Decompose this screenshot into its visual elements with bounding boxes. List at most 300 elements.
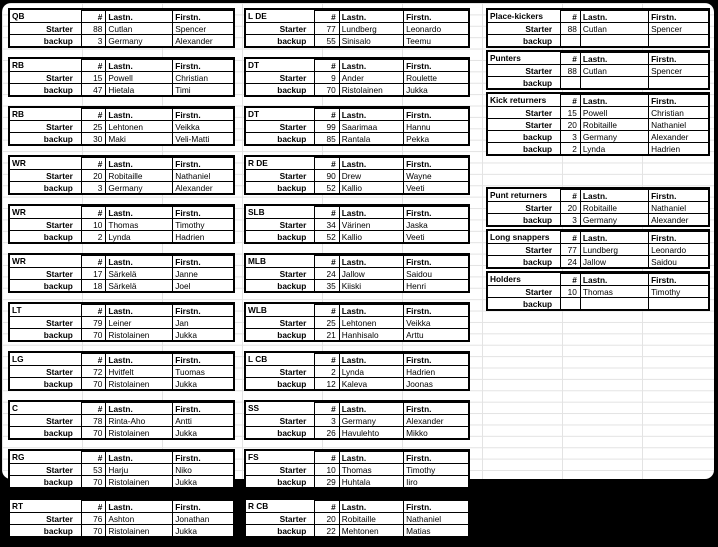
lastname-header[interactable]: Lastn. (339, 452, 403, 464)
number-header[interactable]: # (315, 501, 339, 513)
number-cell[interactable]: 78 (81, 415, 106, 427)
lastname-cell[interactable]: Rinta-Aho (106, 415, 173, 427)
firstname-cell[interactable]: Veikka (173, 121, 233, 133)
lastname-header[interactable]: Lastn. (339, 305, 403, 317)
number-cell[interactable]: 12 (315, 378, 339, 390)
lastname-cell[interactable]: Ashton (106, 513, 173, 525)
lastname-cell[interactable]: Thomas (339, 464, 403, 476)
lastname-cell[interactable]: Germany (106, 182, 173, 194)
role-cell[interactable]: backup (10, 378, 81, 390)
number-header[interactable]: # (315, 207, 339, 219)
lastname-cell[interactable]: Powell (106, 72, 173, 84)
number-cell[interactable]: 25 (81, 121, 106, 133)
lastname-header[interactable]: Lastn. (580, 232, 648, 244)
number-cell[interactable]: 79 (81, 317, 106, 329)
lastname-cell[interactable]: Särkelä (106, 268, 173, 280)
lastname-header[interactable]: Lastn. (580, 274, 648, 286)
lastname-header[interactable]: Lastn. (339, 60, 403, 72)
lastname-header[interactable]: Lastn. (580, 11, 648, 23)
firstname-cell[interactable]: Timothy (404, 464, 468, 476)
firstname-cell[interactable]: Matias (404, 525, 468, 537)
number-cell[interactable]: 25 (315, 317, 339, 329)
position-label[interactable]: MLB (248, 256, 266, 267)
number-cell[interactable]: 35 (315, 280, 339, 292)
role-cell[interactable]: Starter (246, 170, 315, 182)
firstname-cell[interactable]: Nathaniel (649, 202, 708, 214)
firstname-header[interactable]: Firstn. (404, 256, 468, 268)
lastname-cell[interactable]: Lundberg (339, 23, 403, 35)
firstname-cell[interactable] (649, 77, 708, 89)
number-cell[interactable]: 52 (315, 231, 339, 243)
position-label[interactable]: L DE (248, 11, 267, 22)
role-cell[interactable]: backup (488, 35, 561, 47)
position-label[interactable]: WR (12, 207, 26, 218)
lastname-cell[interactable]: Hvitfelt (106, 366, 173, 378)
role-cell[interactable]: Starter (488, 202, 561, 214)
position-label[interactable]: Place-kickers (490, 11, 544, 22)
number-cell[interactable]: 20 (315, 513, 339, 525)
firstname-cell[interactable]: Jukka (404, 84, 468, 96)
position-label[interactable]: C (12, 403, 18, 414)
firstname-cell[interactable]: Alexander (404, 415, 468, 427)
firstname-cell[interactable]: Veeti (404, 231, 468, 243)
number-header[interactable]: # (315, 256, 339, 268)
role-cell[interactable]: Starter (246, 23, 315, 35)
number-cell[interactable]: 72 (81, 366, 106, 378)
lastname-cell[interactable]: Thomas (580, 286, 648, 298)
number-cell[interactable]: 22 (315, 525, 339, 537)
lastname-cell[interactable]: Kallio (339, 231, 403, 243)
role-cell[interactable]: Starter (10, 366, 81, 378)
lastname-cell[interactable]: Ristolainen (106, 378, 173, 390)
position-label[interactable]: Holders (490, 274, 521, 285)
lastname-cell[interactable]: Germany (580, 214, 648, 226)
lastname-cell[interactable]: Ristolainen (106, 476, 173, 488)
number-header[interactable]: # (81, 305, 106, 317)
number-header[interactable]: # (81, 207, 106, 219)
lastname-cell[interactable]: Ristolainen (339, 84, 403, 96)
lastname-cell[interactable]: Cutlan (106, 23, 173, 35)
role-cell[interactable]: backup (246, 476, 315, 488)
lastname-header[interactable]: Lastn. (106, 403, 173, 415)
lastname-header[interactable]: Lastn. (339, 207, 403, 219)
number-cell[interactable]: 90 (315, 170, 339, 182)
role-cell[interactable]: Starter (488, 23, 561, 35)
number-header[interactable]: # (81, 354, 106, 366)
number-cell[interactable]: 2 (561, 143, 581, 155)
lastname-cell[interactable]: Lynda (106, 231, 173, 243)
firstname-header[interactable]: Firstn. (649, 11, 708, 23)
number-header[interactable]: # (315, 403, 339, 415)
firstname-cell[interactable]: Janne (173, 268, 233, 280)
firstname-cell[interactable]: Timi (173, 84, 233, 96)
number-cell[interactable]: 70 (81, 427, 106, 439)
lastname-header[interactable]: Lastn. (580, 95, 648, 107)
role-cell[interactable]: Starter (246, 366, 315, 378)
lastname-cell[interactable]: Rantala (339, 133, 403, 145)
firstname-cell[interactable]: Jaska (404, 219, 468, 231)
role-cell[interactable]: Starter (488, 107, 561, 119)
number-header[interactable]: # (561, 53, 581, 65)
firstname-cell[interactable]: Jonathan (173, 513, 233, 525)
role-cell[interactable]: Starter (246, 268, 315, 280)
firstname-header[interactable]: Firstn. (173, 501, 233, 513)
number-cell[interactable] (561, 298, 581, 310)
role-cell[interactable]: backup (10, 525, 81, 537)
role-cell[interactable]: Starter (488, 119, 561, 131)
position-label[interactable]: SS (248, 403, 260, 414)
firstname-cell[interactable]: Alexander (173, 35, 233, 47)
role-cell[interactable]: Starter (10, 121, 81, 133)
firstname-header[interactable]: Firstn. (173, 256, 233, 268)
role-cell[interactable]: Starter (10, 464, 81, 476)
firstname-header[interactable]: Firstn. (649, 232, 708, 244)
role-cell[interactable]: Starter (10, 170, 81, 182)
firstname-cell[interactable]: Hadrien (173, 231, 233, 243)
lastname-cell[interactable]: Robitaille (106, 170, 173, 182)
number-header[interactable]: # (315, 452, 339, 464)
number-cell[interactable]: 70 (81, 525, 106, 537)
number-cell[interactable]: 10 (81, 219, 106, 231)
role-cell[interactable]: backup (246, 231, 315, 243)
firstname-cell[interactable] (649, 35, 708, 47)
firstname-header[interactable]: Firstn. (404, 109, 468, 121)
number-header[interactable]: # (315, 60, 339, 72)
role-cell[interactable]: Starter (246, 464, 315, 476)
firstname-cell[interactable]: Wayne (404, 170, 468, 182)
role-cell[interactable]: Starter (246, 121, 315, 133)
role-cell[interactable]: Starter (246, 317, 315, 329)
firstname-header[interactable]: Firstn. (649, 190, 708, 202)
role-cell[interactable]: backup (488, 131, 561, 143)
role-cell[interactable]: backup (246, 280, 315, 292)
firstname-cell[interactable]: Leonardo (649, 244, 708, 256)
firstname-cell[interactable]: Saidou (649, 256, 708, 268)
firstname-header[interactable]: Firstn. (404, 501, 468, 513)
position-label[interactable]: Punt returners (490, 190, 548, 201)
firstname-cell[interactable]: Roulette (404, 72, 468, 84)
firstname-cell[interactable]: Iiro (404, 476, 468, 488)
number-header[interactable]: # (81, 158, 106, 170)
firstname-cell[interactable]: Jukka (173, 525, 233, 537)
position-label[interactable]: RG (12, 452, 25, 463)
firstname-cell[interactable]: Spencer (649, 65, 708, 77)
lastname-cell[interactable]: Germany (106, 35, 173, 47)
role-cell[interactable]: backup (10, 280, 81, 292)
number-cell[interactable]: 24 (561, 256, 581, 268)
lastname-cell[interactable]: Lehtonen (339, 317, 403, 329)
firstname-cell[interactable] (649, 298, 708, 310)
number-cell[interactable]: 24 (315, 268, 339, 280)
number-header[interactable]: # (81, 11, 106, 23)
firstname-header[interactable]: Firstn. (173, 305, 233, 317)
number-cell[interactable]: 85 (315, 133, 339, 145)
number-cell[interactable]: 88 (561, 65, 581, 77)
firstname-header[interactable]: Firstn. (173, 403, 233, 415)
number-header[interactable]: # (81, 452, 106, 464)
number-cell[interactable]: 77 (561, 244, 581, 256)
lastname-cell[interactable]: Kaleva (339, 378, 403, 390)
role-cell[interactable]: backup (246, 35, 315, 47)
position-label[interactable]: WR (12, 256, 26, 267)
number-cell[interactable]: 77 (315, 23, 339, 35)
number-cell[interactable]: 3 (81, 182, 106, 194)
role-cell[interactable]: Starter (246, 72, 315, 84)
role-cell[interactable]: Starter (488, 244, 561, 256)
number-cell[interactable]: 10 (315, 464, 339, 476)
lastname-cell[interactable]: Robitaille (339, 513, 403, 525)
number-header[interactable]: # (561, 190, 581, 202)
firstname-header[interactable]: Firstn. (404, 11, 468, 23)
lastname-header[interactable]: Lastn. (580, 190, 648, 202)
number-cell[interactable]: 21 (315, 329, 339, 341)
lastname-cell[interactable]: Mehtonen (339, 525, 403, 537)
firstname-header[interactable]: Firstn. (649, 53, 708, 65)
role-cell[interactable]: backup (10, 476, 81, 488)
number-cell[interactable] (561, 35, 581, 47)
firstname-cell[interactable]: Spencer (173, 23, 233, 35)
lastname-cell[interactable]: Robitaille (580, 119, 648, 131)
position-label[interactable]: R DE (248, 158, 268, 169)
firstname-cell[interactable]: Niko (173, 464, 233, 476)
lastname-header[interactable]: Lastn. (339, 158, 403, 170)
number-cell[interactable]: 15 (561, 107, 581, 119)
role-cell[interactable]: backup (246, 427, 315, 439)
lastname-cell[interactable]: Cutlan (580, 23, 648, 35)
role-cell[interactable]: Starter (10, 415, 81, 427)
lastname-cell[interactable]: Ristolainen (106, 525, 173, 537)
lastname-cell[interactable]: Saarimaa (339, 121, 403, 133)
lastname-header[interactable]: Lastn. (339, 256, 403, 268)
firstname-cell[interactable]: Hadrien (649, 143, 708, 155)
number-cell[interactable]: 3 (561, 131, 581, 143)
position-label[interactable]: FS (248, 452, 259, 463)
role-cell[interactable]: backup (246, 182, 315, 194)
role-cell[interactable]: backup (10, 427, 81, 439)
lastname-cell[interactable] (580, 35, 648, 47)
firstname-cell[interactable]: Veikka (404, 317, 468, 329)
lastname-cell[interactable]: Huhtala (339, 476, 403, 488)
firstname-cell[interactable]: Veeti (404, 182, 468, 194)
role-cell[interactable]: backup (246, 525, 315, 537)
firstname-cell[interactable]: Joel (173, 280, 233, 292)
firstname-cell[interactable]: Alexander (173, 182, 233, 194)
number-cell[interactable]: 29 (315, 476, 339, 488)
firstname-cell[interactable]: Timothy (173, 219, 233, 231)
role-cell[interactable]: Starter (246, 513, 315, 525)
firstname-cell[interactable]: Teemu (404, 35, 468, 47)
number-cell[interactable]: 2 (315, 366, 339, 378)
lastname-cell[interactable]: Ristolainen (106, 329, 173, 341)
number-cell[interactable]: 53 (81, 464, 106, 476)
number-cell[interactable]: 3 (561, 214, 581, 226)
number-header[interactable]: # (315, 158, 339, 170)
lastname-cell[interactable]: Lynda (580, 143, 648, 155)
number-header[interactable]: # (561, 95, 581, 107)
firstname-cell[interactable]: Jan (173, 317, 233, 329)
firstname-header[interactable]: Firstn. (404, 452, 468, 464)
role-cell[interactable]: backup (246, 84, 315, 96)
lastname-cell[interactable]: Germany (339, 415, 403, 427)
firstname-cell[interactable]: Nathaniel (404, 513, 468, 525)
number-cell[interactable]: 55 (315, 35, 339, 47)
firstname-cell[interactable]: Pekka (404, 133, 468, 145)
role-cell[interactable]: backup (10, 133, 81, 145)
lastname-header[interactable]: Lastn. (106, 11, 173, 23)
position-label[interactable]: QB (12, 11, 25, 22)
number-cell[interactable]: 20 (561, 119, 581, 131)
firstname-cell[interactable]: Jukka (173, 427, 233, 439)
firstname-cell[interactable]: Nathaniel (649, 119, 708, 131)
number-header[interactable]: # (81, 256, 106, 268)
lastname-cell[interactable]: Cutlan (580, 65, 648, 77)
position-label[interactable]: WLB (248, 305, 267, 316)
firstname-header[interactable]: Firstn. (173, 354, 233, 366)
lastname-cell[interactable]: Lundberg (580, 244, 648, 256)
lastname-header[interactable]: Lastn. (580, 53, 648, 65)
lastname-cell[interactable]: Jallow (580, 256, 648, 268)
role-cell[interactable]: Starter (10, 317, 81, 329)
role-cell[interactable]: backup (246, 133, 315, 145)
number-cell[interactable]: 2 (81, 231, 106, 243)
lastname-cell[interactable]: Drew (339, 170, 403, 182)
lastname-cell[interactable]: Maki (106, 133, 173, 145)
role-cell[interactable]: backup (488, 256, 561, 268)
role-cell[interactable]: backup (246, 329, 315, 341)
number-cell[interactable]: 26 (315, 427, 339, 439)
position-label[interactable]: SLB (248, 207, 265, 218)
number-header[interactable]: # (315, 109, 339, 121)
position-label[interactable]: LT (12, 305, 22, 316)
lastname-cell[interactable]: Havulehto (339, 427, 403, 439)
position-label[interactable]: Long snappers (490, 232, 550, 243)
firstname-cell[interactable]: Spencer (649, 23, 708, 35)
position-label[interactable]: R CB (248, 501, 269, 512)
firstname-header[interactable]: Firstn. (173, 207, 233, 219)
lastname-cell[interactable]: Särkelä (106, 280, 173, 292)
number-header[interactable]: # (315, 11, 339, 23)
position-label[interactable]: WR (12, 158, 26, 169)
number-cell[interactable]: 52 (315, 182, 339, 194)
firstname-cell[interactable]: Joonas (404, 378, 468, 390)
lastname-cell[interactable] (580, 77, 648, 89)
role-cell[interactable]: backup (10, 182, 81, 194)
number-cell[interactable]: 70 (81, 476, 106, 488)
lastname-cell[interactable]: Kiiski (339, 280, 403, 292)
role-cell[interactable]: backup (10, 35, 81, 47)
lastname-header[interactable]: Lastn. (339, 109, 403, 121)
lastname-cell[interactable]: Sinisalo (339, 35, 403, 47)
role-cell[interactable]: Starter (10, 268, 81, 280)
role-cell[interactable]: backup (488, 298, 561, 310)
position-label[interactable]: RB (12, 60, 24, 71)
role-cell[interactable]: backup (488, 214, 561, 226)
firstname-header[interactable]: Firstn. (173, 109, 233, 121)
number-cell[interactable]: 70 (81, 329, 106, 341)
lastname-header[interactable]: Lastn. (339, 11, 403, 23)
firstname-cell[interactable]: Henri (404, 280, 468, 292)
number-header[interactable]: # (81, 501, 106, 513)
number-cell[interactable]: 30 (81, 133, 106, 145)
role-cell[interactable]: Starter (10, 219, 81, 231)
firstname-header[interactable]: Firstn. (173, 452, 233, 464)
number-cell[interactable]: 99 (315, 121, 339, 133)
role-cell[interactable]: Starter (246, 219, 315, 231)
lastname-header[interactable]: Lastn. (106, 305, 173, 317)
role-cell[interactable]: Starter (488, 286, 561, 298)
number-cell[interactable]: 34 (315, 219, 339, 231)
firstname-cell[interactable]: Arttu (404, 329, 468, 341)
lastname-cell[interactable]: Germany (580, 131, 648, 143)
number-cell[interactable]: 15 (81, 72, 106, 84)
lastname-cell[interactable]: Lynda (339, 366, 403, 378)
number-cell[interactable]: 17 (81, 268, 106, 280)
firstname-header[interactable]: Firstn. (173, 60, 233, 72)
role-cell[interactable]: backup (246, 378, 315, 390)
number-cell[interactable]: 18 (81, 280, 106, 292)
role-cell[interactable]: Starter (488, 65, 561, 77)
firstname-header[interactable]: Firstn. (404, 403, 468, 415)
lastname-header[interactable]: Lastn. (339, 354, 403, 366)
firstname-header[interactable]: Firstn. (404, 60, 468, 72)
firstname-cell[interactable]: Hadrien (404, 366, 468, 378)
role-cell[interactable]: backup (10, 329, 81, 341)
lastname-cell[interactable]: Kallio (339, 182, 403, 194)
firstname-header[interactable]: Firstn. (404, 207, 468, 219)
lastname-header[interactable]: Lastn. (106, 501, 173, 513)
firstname-header[interactable]: Firstn. (649, 274, 708, 286)
number-cell[interactable]: 20 (561, 202, 581, 214)
number-cell[interactable]: 20 (81, 170, 106, 182)
lastname-cell[interactable]: Ristolainen (106, 427, 173, 439)
number-header[interactable]: # (561, 232, 581, 244)
number-cell[interactable]: 70 (81, 378, 106, 390)
lastname-cell[interactable]: Värinen (339, 219, 403, 231)
number-cell[interactable]: 88 (561, 23, 581, 35)
lastname-cell[interactable]: Robitaille (580, 202, 648, 214)
lastname-header[interactable]: Lastn. (106, 452, 173, 464)
position-label[interactable]: RB (12, 109, 24, 120)
lastname-cell[interactable]: Leiner (106, 317, 173, 329)
number-cell[interactable]: 70 (315, 84, 339, 96)
lastname-header[interactable]: Lastn. (106, 158, 173, 170)
position-label[interactable]: L CB (248, 354, 268, 365)
number-header[interactable]: # (315, 305, 339, 317)
number-cell[interactable] (561, 77, 581, 89)
position-label[interactable]: Punters (490, 53, 521, 64)
firstname-cell[interactable]: Leonardo (404, 23, 468, 35)
number-cell[interactable]: 3 (315, 415, 339, 427)
firstname-cell[interactable]: Veli-Matti (173, 133, 233, 145)
position-label[interactable]: LG (12, 354, 24, 365)
firstname-header[interactable]: Firstn. (173, 11, 233, 23)
lastname-cell[interactable]: Powell (580, 107, 648, 119)
lastname-cell[interactable]: Jallow (339, 268, 403, 280)
number-header[interactable]: # (561, 274, 581, 286)
role-cell[interactable]: backup (10, 231, 81, 243)
number-cell[interactable]: 10 (561, 286, 581, 298)
firstname-cell[interactable]: Antti (173, 415, 233, 427)
role-cell[interactable]: backup (10, 84, 81, 96)
position-label[interactable]: DT (248, 109, 260, 120)
number-header[interactable]: # (561, 11, 581, 23)
firstname-header[interactable]: Firstn. (173, 158, 233, 170)
firstname-header[interactable]: Firstn. (649, 95, 708, 107)
lastname-header[interactable]: Lastn. (339, 403, 403, 415)
number-cell[interactable]: 47 (81, 84, 106, 96)
role-cell[interactable]: Starter (10, 513, 81, 525)
lastname-header[interactable]: Lastn. (106, 354, 173, 366)
